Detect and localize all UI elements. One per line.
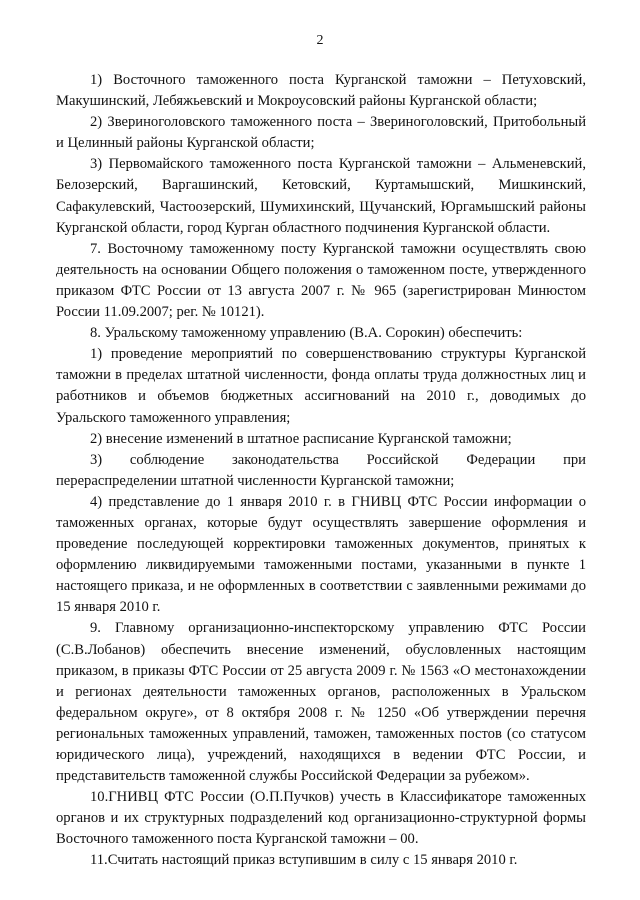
paragraph-9: 9. Главному организационно-инспекторскому управлению ФТС России (С.В.Лобанов) обеспечить внесение изменений, обусловленных настоящим приказом, в приказы ФТС России от 25 августа 2009 г. № 1563 «О местонахождении и регионах деятельности таможенных органов, расположенных в Уральском федеральном округе», от 8 октября 2008 г. № 1250 «Об утверждении перечня региональных таможенных управлений, таможен, таможенных постов (со статусом юридического лица), учреждений, находящихся в ведении ФТС России, и представительств таможенной службы Российской Федерации за рубежом».: [56, 620, 586, 785]
paragraph-8-item-2: 2) внесение изменений в штатное расписание Курганской таможни;: [90, 430, 512, 447]
paragraph-7: 7. Восточному таможенному посту Курганской таможни осуществлять свою деятельность на основании Общего положения о таможенном посте, утвержденного приказом ФТС России от 13 августа 2007 г. № 965 (зарегистрирован Минюстом России 11.09.2007; рег. № 10121).: [56, 240, 586, 321]
paragraph-10: 10.ГНИВЦ ФТС России (О.П.Пучков) учесть в Классификаторе таможенных органов и их структурных подразделений код организационно-структурной формы Восточного таможенного поста Курганской таможни – 00.: [56, 789, 586, 848]
paragraph-8: 8. Уральскому таможенному управлению (В.А. Сорокин) обеспечить:: [90, 325, 523, 342]
paragraph-item-1-eastern-post: 1) Восточного таможенного поста Курганской таможни – Петуховский, Макушинский, Лебяжьевский и Мокроусовский районы Курганской области;: [56, 72, 586, 110]
paragraph-8-item-3: 3) соблюдение законодательства Российской Федерации при перераспределении штатной численности Курганской таможни;: [56, 451, 586, 489]
document-body: [56, 70, 586, 872]
page-number: 2: [316, 33, 324, 48]
paragraph-item-3-pervomaysky-post: 3) Первомайского таможенного поста Курганской таможни – Альменевский, Белозерский, Варгашинский, Кетовский, Куртамышский, Мишкинский, Сафакулевский, Частоозерский, Шумихинский, Щучанский, Юргамышский районы Курганской области, город Курган областного подчинения Курганской области.: [56, 156, 586, 236]
paragraph-8-item-4: 4) представление до 1 января 2010 г. в ГНИВЦ ФТС России информации о таможенных органах, которые будут осуществлять завершение оформления и проведение последующей корректировки таможенных документов, принятых к оформлению ликвидируемыми таможенными постами, указанными в пункте 1 настоящего приказа, и не оформленных в соответствии с заявленными режимами до 15 января 2010 г.: [56, 493, 586, 616]
paragraph-11: 11.Считать настоящий приказ вступившим в силу с 15 января 2010 г.: [90, 852, 518, 869]
paragraph-item-2-zverinogolovsky-post: 2) Звериноголовского таможенного поста – Звериноголовский, Притобольный и Целинный районы Курганской области;: [56, 114, 586, 152]
paragraph-8-item-1: 1) проведение мероприятий по совершенствованию структуры Курганской таможни в пределах штатной численности, фонда оплаты труда должностных лиц и работников и объемов бюджетных ассигнований на 2010 г., доводимых до Уральского таможенного управления;: [56, 346, 586, 426]
